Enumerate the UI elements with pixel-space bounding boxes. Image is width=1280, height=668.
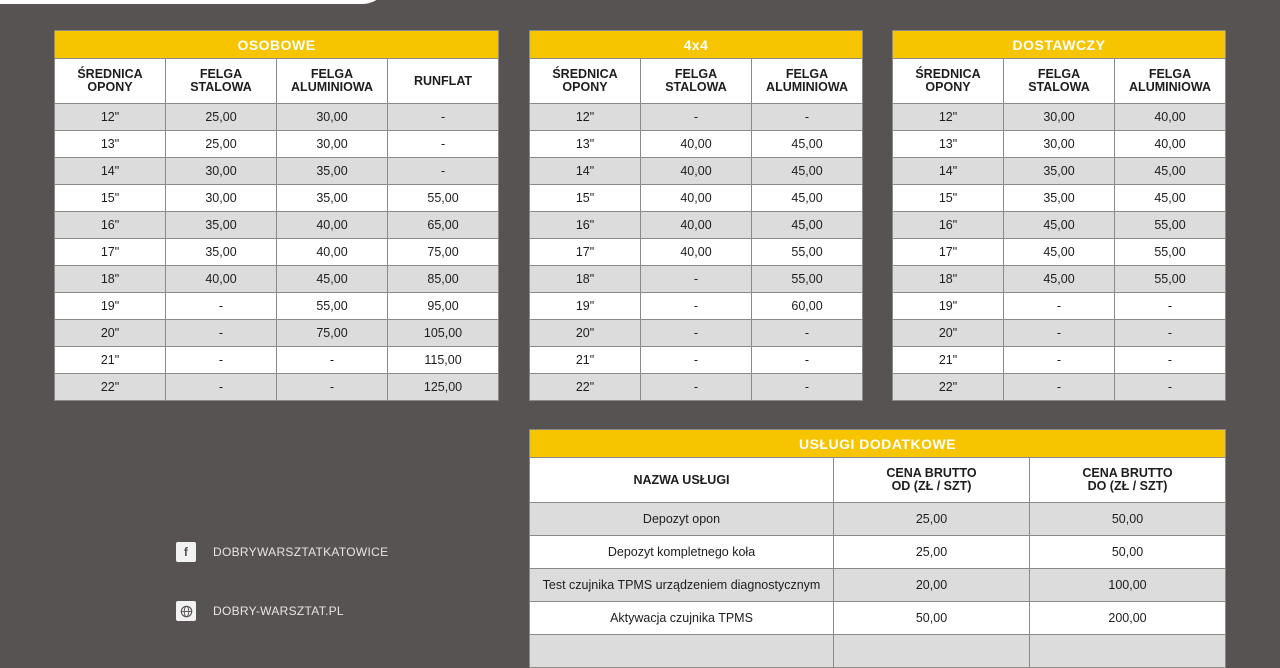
table-row — [893, 131, 1226, 158]
table-cell: 18" — [893, 266, 1004, 293]
column-header: FELGA STALOWA — [166, 59, 277, 104]
table-row — [55, 185, 499, 212]
column-header: CENA BRUTTO DO (ZŁ / SZT) — [1030, 458, 1226, 503]
table-cell: 19" — [530, 293, 641, 320]
table-cell: 35,00 — [277, 158, 388, 185]
column-header: CENA BRUTTO OD (ZŁ / SZT) — [834, 458, 1030, 503]
table-row — [893, 347, 1226, 374]
table-row — [55, 158, 499, 185]
table-cell: 21" — [55, 347, 166, 374]
table-cell: - — [752, 347, 863, 374]
table-cell: 30,00 — [166, 158, 277, 185]
column-header: FELGA ALUMINIOWA — [752, 59, 863, 104]
table-cell: 20" — [893, 320, 1004, 347]
table-cell: 22" — [55, 374, 166, 401]
table-cell: - — [388, 158, 499, 185]
table-cell: 35,00 — [277, 185, 388, 212]
table-cell: 14" — [893, 158, 1004, 185]
table-header-row — [530, 458, 1226, 503]
table-cell: - — [641, 266, 752, 293]
table-row — [530, 131, 863, 158]
table-row — [530, 536, 1226, 569]
table-cell: 40,00 — [1115, 131, 1226, 158]
table-cell: - — [1115, 320, 1226, 347]
table-cell: 60,00 — [752, 293, 863, 320]
table-cell: - — [752, 320, 863, 347]
facebook-contact[interactable] — [176, 542, 388, 562]
table-cell: 25,00 — [166, 104, 277, 131]
table-cell: 14" — [55, 158, 166, 185]
table-cell: 40,00 — [641, 158, 752, 185]
table-cell: 17" — [530, 239, 641, 266]
table-cell: - — [1004, 374, 1115, 401]
globe-icon — [176, 601, 196, 621]
table-row — [530, 158, 863, 185]
table-cell: 50,00 — [1030, 536, 1226, 569]
table-cell: 40,00 — [277, 212, 388, 239]
table-cell: 45,00 — [1004, 239, 1115, 266]
column-header: FELGA STALOWA — [1004, 59, 1115, 104]
table-cell: - — [277, 374, 388, 401]
table-cell: 18" — [530, 266, 641, 293]
table-cell: 40,00 — [641, 212, 752, 239]
table-cell: 95,00 — [388, 293, 499, 320]
table-cell: 12" — [530, 104, 641, 131]
table-row — [893, 185, 1226, 212]
table-row — [530, 293, 863, 320]
table-cell: 55,00 — [277, 293, 388, 320]
column-header: RUNFLAT — [388, 59, 499, 104]
table-cell: - — [166, 293, 277, 320]
table-cell: 30,00 — [277, 131, 388, 158]
table-row — [530, 374, 863, 401]
table-cell: - — [1115, 374, 1226, 401]
table-row — [530, 266, 863, 293]
table-cell: 30,00 — [1004, 131, 1115, 158]
table-row — [893, 104, 1226, 131]
table-cell: 45,00 — [1115, 158, 1226, 185]
table-row — [530, 503, 1226, 536]
table-cell: 14" — [530, 158, 641, 185]
uslugi-dodatkowe-table — [529, 429, 1226, 668]
table-cell: - — [1004, 293, 1115, 320]
table-cell: - — [641, 104, 752, 131]
table-row — [55, 104, 499, 131]
table-cell: 55,00 — [752, 266, 863, 293]
table-caption-row — [530, 430, 1226, 458]
table-row — [530, 347, 863, 374]
table-row — [55, 374, 499, 401]
facebook-icon: f — [176, 542, 196, 562]
table-cell: 30,00 — [277, 104, 388, 131]
table-row — [55, 293, 499, 320]
table-cell: 45,00 — [277, 266, 388, 293]
table-cell: 13" — [530, 131, 641, 158]
table-cell: 20" — [530, 320, 641, 347]
table-cell: - — [641, 347, 752, 374]
table-cell: 75,00 — [388, 239, 499, 266]
table-header-row — [893, 59, 1226, 104]
table-header-row — [530, 59, 863, 104]
table-cell: 30,00 — [1004, 104, 1115, 131]
table-cell: 13" — [893, 131, 1004, 158]
table-cell: 25,00 — [834, 536, 1030, 569]
table-cell: 105,00 — [388, 320, 499, 347]
table-cell: - — [166, 374, 277, 401]
column-header: NAZWA USŁUGI — [530, 458, 834, 503]
table-row — [530, 239, 863, 266]
table-title: USŁUGI DODATKOWE — [530, 430, 1226, 458]
table-title: OSOBOWE — [55, 31, 499, 59]
table-cell: 12" — [55, 104, 166, 131]
table-cell: 45,00 — [752, 212, 863, 239]
table-title: 4x4 — [530, 31, 863, 59]
table-cell — [530, 635, 834, 668]
table-cell: 12" — [893, 104, 1004, 131]
table-cell: 40,00 — [1115, 104, 1226, 131]
table-cell: 55,00 — [1115, 266, 1226, 293]
column-header: ŚREDNICA OPONY — [55, 59, 166, 104]
table-cell: 25,00 — [166, 131, 277, 158]
table-row — [893, 293, 1226, 320]
table-cell: 55,00 — [388, 185, 499, 212]
table-cell: 16" — [55, 212, 166, 239]
table-cell: 50,00 — [1030, 503, 1226, 536]
table-cell: 35,00 — [166, 212, 277, 239]
table-cell: - — [641, 293, 752, 320]
table-cell: 45,00 — [752, 131, 863, 158]
table-cell: 15" — [55, 185, 166, 212]
table-cell: - — [1004, 347, 1115, 374]
table-cell: 21" — [530, 347, 641, 374]
table-cell: Depozyt opon — [530, 503, 834, 536]
facebook-handle: DOBRYWARSZTATKATOWICE — [213, 545, 389, 559]
column-header: ŚREDNICA OPONY — [893, 59, 1004, 104]
column-header: FELGA STALOWA — [641, 59, 752, 104]
table-cell: 45,00 — [752, 158, 863, 185]
table-row — [55, 212, 499, 239]
top-corner-shape — [0, 0, 390, 4]
table-row — [55, 239, 499, 266]
table-cell: 40,00 — [277, 239, 388, 266]
column-header: FELGA ALUMINIOWA — [277, 59, 388, 104]
table-cell: 20,00 — [834, 569, 1030, 602]
table-cell: 55,00 — [1115, 212, 1226, 239]
table-row — [893, 320, 1226, 347]
table-cell: - — [166, 320, 277, 347]
table-row — [530, 320, 863, 347]
table-cell: 17" — [893, 239, 1004, 266]
table-cell: - — [388, 104, 499, 131]
table-row — [530, 569, 1226, 602]
table-caption-row — [893, 31, 1226, 59]
table-row — [530, 185, 863, 212]
table-cell: Aktywacja czujnika TPMS — [530, 602, 834, 635]
table-cell: 22" — [893, 374, 1004, 401]
table-cell: 35,00 — [1004, 185, 1115, 212]
table-cell: 40,00 — [641, 131, 752, 158]
table-row — [893, 239, 1226, 266]
table-row — [55, 266, 499, 293]
table-cell: 15" — [530, 185, 641, 212]
table-row — [893, 266, 1226, 293]
table-cell: - — [1004, 320, 1115, 347]
table-row — [530, 602, 1226, 635]
table-cell: 19" — [55, 293, 166, 320]
table-row — [893, 158, 1226, 185]
table-cell: 65,00 — [388, 212, 499, 239]
table-cell — [834, 635, 1030, 668]
table-cell: 125,00 — [388, 374, 499, 401]
table-cell: 45,00 — [752, 185, 863, 212]
column-header: FELGA ALUMINIOWA — [1115, 59, 1226, 104]
table-cell: - — [166, 347, 277, 374]
table-cell: 45,00 — [1115, 185, 1226, 212]
table-cell: - — [1115, 347, 1226, 374]
table-caption-row — [530, 31, 863, 59]
table-cell: 45,00 — [1004, 212, 1115, 239]
table-cell: 40,00 — [166, 266, 277, 293]
table-cell: 55,00 — [1115, 239, 1226, 266]
table-cell: 85,00 — [388, 266, 499, 293]
table-cell: - — [388, 131, 499, 158]
table-cell: 50,00 — [834, 602, 1030, 635]
table-header-row — [55, 59, 499, 104]
table-cell: Test czujnika TPMS urządzeniem diagnostycznym — [530, 569, 834, 602]
table-cell: 40,00 — [641, 185, 752, 212]
table-cell: - — [641, 374, 752, 401]
table-cell: 18" — [55, 266, 166, 293]
table-cell: 40,00 — [641, 239, 752, 266]
table-cell — [1030, 635, 1226, 668]
table-cell: 20" — [55, 320, 166, 347]
table-cell: 100,00 — [1030, 569, 1226, 602]
table-cell: Depozyt kompletnego koła — [530, 536, 834, 569]
table-cell: 55,00 — [752, 239, 863, 266]
table-cell: 75,00 — [277, 320, 388, 347]
dostawczy-price-table — [892, 30, 1226, 401]
table-cell: 30,00 — [166, 185, 277, 212]
4x4-price-table — [529, 30, 863, 401]
table-cell: 16" — [530, 212, 641, 239]
table-row — [55, 347, 499, 374]
table-caption-row — [55, 31, 499, 59]
table-row — [530, 104, 863, 131]
table-row — [893, 374, 1226, 401]
column-header: ŚREDNICA OPONY — [530, 59, 641, 104]
table-cell: 35,00 — [1004, 158, 1115, 185]
table-cell: 115,00 — [388, 347, 499, 374]
table-title: DOSTAWCZY — [893, 31, 1226, 59]
table-cell: 16" — [893, 212, 1004, 239]
table-cell: 25,00 — [834, 503, 1030, 536]
table-row — [530, 212, 863, 239]
table-cell: 22" — [530, 374, 641, 401]
table-cell: 13" — [55, 131, 166, 158]
table-cell: 21" — [893, 347, 1004, 374]
table-cell: - — [1115, 293, 1226, 320]
table-cell: - — [752, 104, 863, 131]
table-row — [530, 635, 1226, 668]
table-row — [893, 212, 1226, 239]
website-contact[interactable] — [176, 601, 344, 621]
table-cell: 19" — [893, 293, 1004, 320]
table-cell: 17" — [55, 239, 166, 266]
table-cell: - — [752, 374, 863, 401]
table-cell: 35,00 — [166, 239, 277, 266]
table-cell: 15" — [893, 185, 1004, 212]
table-cell: - — [277, 347, 388, 374]
osobowe-price-table — [54, 30, 499, 401]
table-cell: 45,00 — [1004, 266, 1115, 293]
table-cell: 200,00 — [1030, 602, 1226, 635]
table-row — [55, 320, 499, 347]
website-url: DOBRY-WARSZTAT.PL — [213, 604, 344, 618]
table-row — [55, 131, 499, 158]
table-cell: - — [641, 320, 752, 347]
